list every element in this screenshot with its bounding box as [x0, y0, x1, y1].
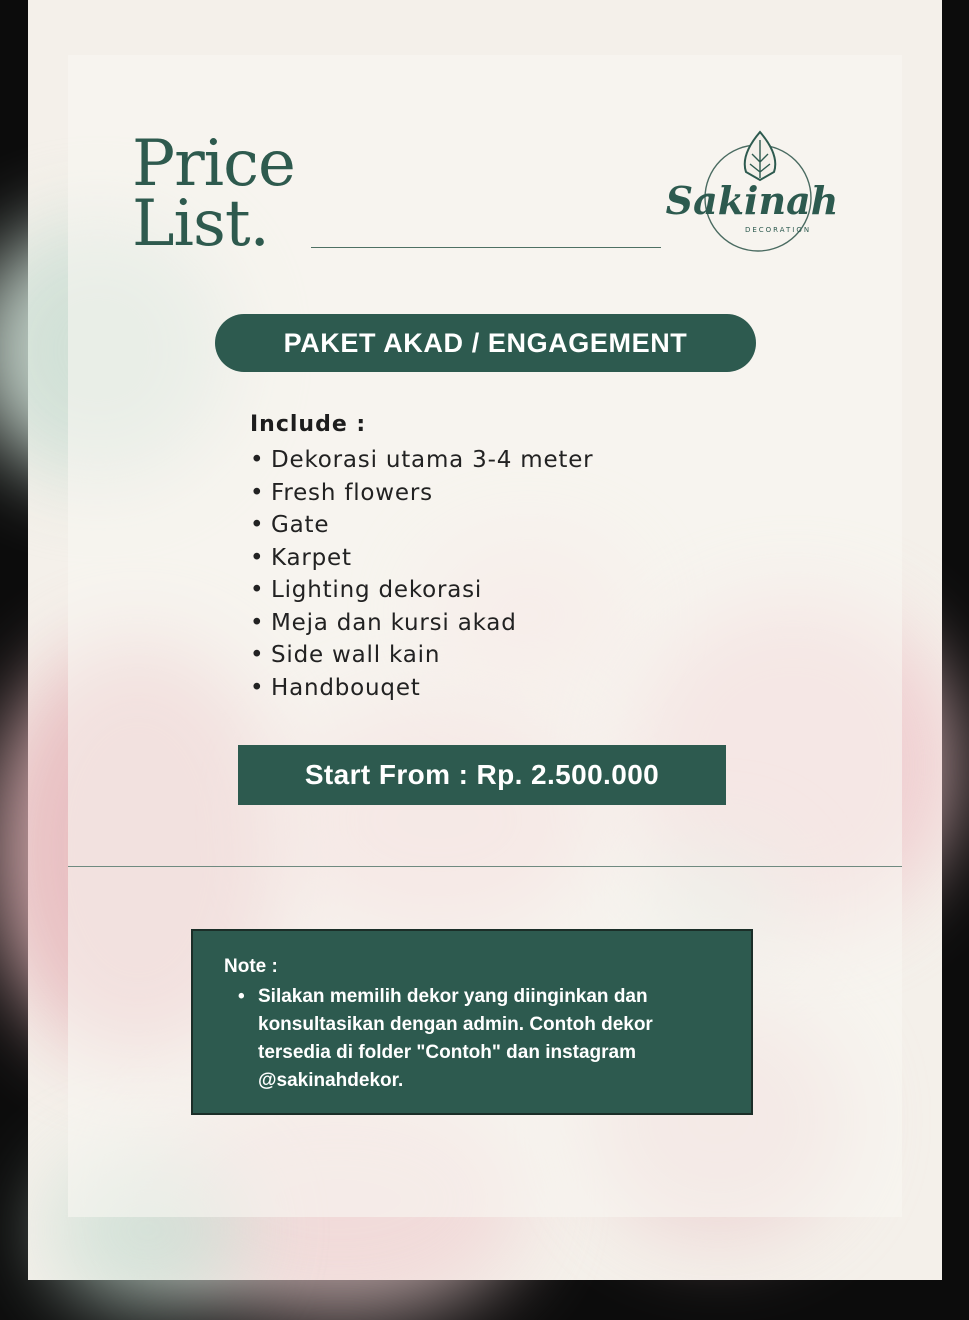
list-item: • Handbouqet: [250, 672, 593, 705]
title-underline: [311, 247, 661, 248]
list-item: • Side wall kain: [250, 639, 593, 672]
price-list-sheet: [28, 0, 942, 1280]
list-item: • Dekorasi utama 3-4 meter: [250, 444, 593, 477]
section-divider: [68, 866, 902, 867]
package-name: PAKET AKAD / ENGAGEMENT: [283, 327, 688, 358]
include-list: [250, 444, 593, 704]
note-box: [191, 929, 753, 1115]
note-title: Note :: [224, 956, 278, 977]
logo-tagline: DECORATION: [744, 226, 812, 234]
note-item: • Silakan memilih dekor yang diinginkan dan konsultasikan dengan admin. Contoh dekor tersedia di folder "Contoh" dan instagram @sakinahdekor.: [238, 983, 728, 1095]
page-title: [132, 127, 295, 261]
title-line-1: Price: [132, 127, 295, 201]
price-banner: [238, 745, 726, 805]
list-item: • Lighting dekorasi: [250, 574, 593, 607]
list-item: • Fresh flowers: [250, 477, 593, 510]
note-list: [238, 983, 728, 1095]
list-item: • Gate: [250, 509, 593, 542]
sakinah-logo: [665, 128, 839, 258]
list-item: • Meja dan kursi akad: [250, 607, 593, 640]
title-line-2: List.: [132, 187, 269, 261]
include-label: Include :: [250, 412, 367, 437]
price-text: Start From : Rp. 2.500.000: [304, 759, 660, 790]
list-item: • Karpet: [250, 542, 593, 575]
logo-name: Sakinah: [665, 178, 839, 223]
package-name-banner: [215, 314, 756, 372]
